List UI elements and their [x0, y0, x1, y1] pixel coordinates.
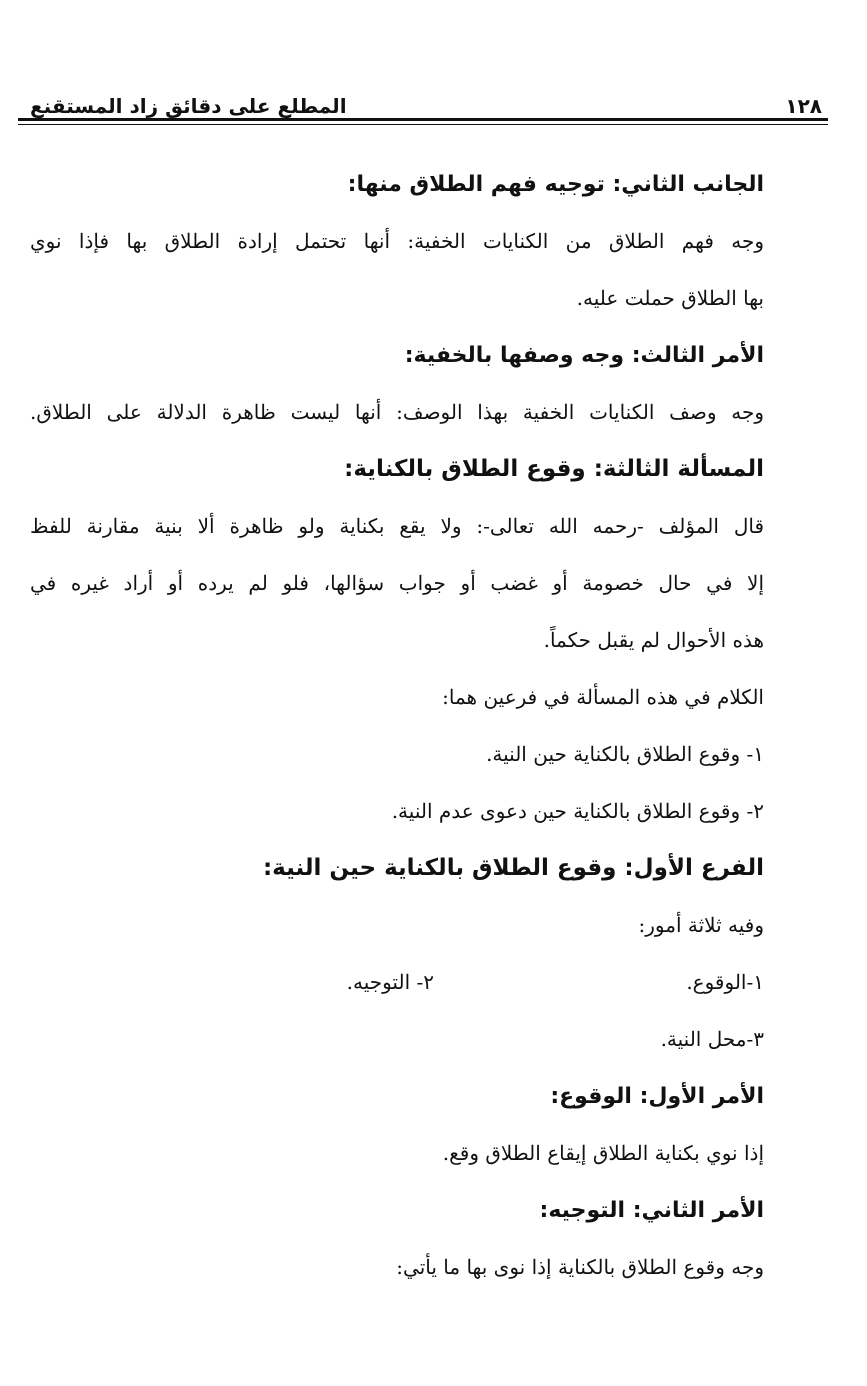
paragraph-line: وفيه ثلاثة أمور: [638, 913, 764, 937]
chapter-heading: المسألة الثالثة: وقوع الطلاق بالكناية: [344, 456, 764, 482]
header-rule-thick [18, 118, 828, 121]
list-item: ١- وقوع الطلاق بالكناية حين النية. [486, 742, 764, 766]
list-item: ٣-محل النية. [660, 1027, 764, 1051]
header-rule-thin [18, 124, 828, 125]
page-number: ١٢٨ [785, 94, 822, 118]
list-item: ١-الوقوع. [686, 970, 764, 994]
paragraph-line: قال المؤلف -رحمه الله تعالى-: ولا يقع بكناية ولو ظاهرة ألا بنية مقارنة للفظ [30, 514, 764, 538]
running-title: المطلع على دقائق زاد المستقنع [30, 94, 347, 118]
paragraph-line: وجه وقوع الطلاق بالكناية إذا نوى بها ما يأتي: [396, 1255, 764, 1279]
paragraph-line: الكلام في هذه المسألة في فرعين هما: [442, 685, 764, 709]
paragraph-line: بها الطلاق حملت عليه. [576, 286, 764, 310]
page-body [30, 156, 764, 1296]
section-heading: الأمر الثالث: وجه وصفها بالخفية: [404, 343, 764, 368]
paragraph-line: هذه الأحوال لم يقبل حكماً. [543, 628, 764, 652]
paragraph-line: إلا في حال خصومة أو غضب أو جواب سؤالها، فلو لم يرده أو أراد غيره في [30, 571, 764, 595]
paragraph-line: وجه فهم الطلاق من الكنايات الخفية: أنها تحتمل إرادة الطلاق بها فإذا نوي [30, 229, 764, 253]
section-heading: الفرع الأول: وقوع الطلاق بالكناية حين النية: [262, 855, 764, 881]
section-heading: الجانب الثاني: توجيه فهم الطلاق منها: [347, 172, 764, 197]
list-item: ٢- وقوع الطلاق بالكناية حين دعوى عدم النية. [391, 799, 764, 823]
paragraph-line: إذا نوي بكناية الطلاق إيقاع الطلاق وقع. [442, 1141, 764, 1165]
paragraph-line: وجه وصف الكنايات الخفية بهذا الوصف: أنها ليست ظاهرة الدلالة على الطلاق. [30, 400, 764, 424]
list-item: ٢- التوجيه. [346, 970, 434, 994]
list-row [30, 954, 764, 1011]
section-heading: الأمر الثاني: التوجيه: [539, 1198, 764, 1223]
page-header [30, 82, 822, 118]
section-heading: الأمر الأول: الوقوع: [550, 1084, 764, 1109]
